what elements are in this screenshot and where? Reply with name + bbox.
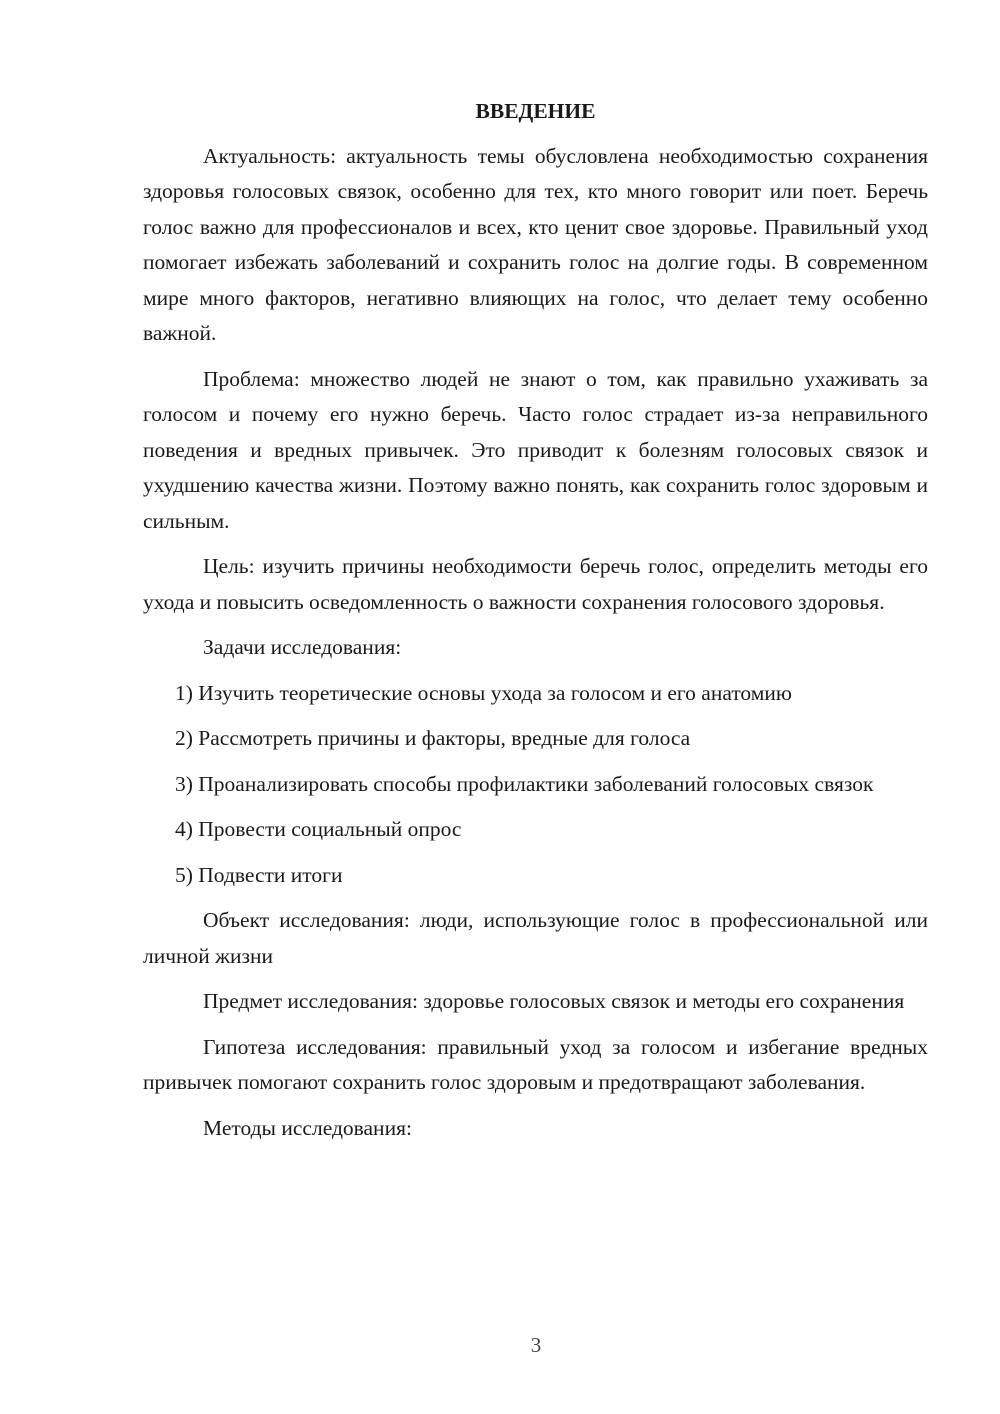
section-title: ВВЕДЕНИЕ [475, 99, 596, 123]
task-item: 4) Провести социальный опрос [175, 817, 462, 841]
task-item: 2) Рассмотреть причины и факторы, вредные для голоса [175, 726, 691, 750]
methods-heading: Методы исследования: [203, 1115, 412, 1140]
task-item: 5) Подвести итоги [175, 862, 343, 887]
page-number: 3 [530, 1333, 542, 1357]
subject-paragraph: Предмет исследования: здоровье голосовых связок и методы его сохранения [203, 989, 905, 1013]
tasks-heading: Задачи исследования: [203, 635, 402, 659]
task-item: 3) Проанализировать способы профилактики заболеваний голосовых связок [175, 771, 874, 796]
relevance-paragraph: Актуальность: актуальность темы обусловлена необходимостью сохранения здоровья голосовых связок, особенно для тех, кто много говорит или поет. Беречь голос важно для профессионалов и всех, кто ценит свое здоровье. Правильный уход помогает избежать заболеваний и сохранить голос на долгие годы. В современном мире много факторов, негативно влияющих на голос, что делает тему особенно важной. [143, 143, 928, 345]
task-item: 1) Изучить теоретические основы ухода за голосом и его анатомию [175, 680, 792, 705]
document-page [143, 94, 928, 1156]
goal-paragraph: Цель: изучить причины необходимости беречь голос, определить методы его ухода и повысить осведомленность о важности сохранения голосового здоровья. [143, 554, 928, 614]
problem-paragraph: Проблема: множество людей не знают о том, как правильно ухаживать за голосом и почему его нужно беречь. Часто голос страдает из-за неправильного поведения и вредных привычек. Это приводит к болезням голосовых связок и ухудшению качества жизни. Поэтому важно понять, как сохранить голос здоровым и сильным. [143, 366, 928, 533]
object-paragraph: Объект исследования: люди, использующие голос в профессиональной или личной жизни [143, 908, 928, 968]
hypothesis-paragraph: Гипотеза исследования: правильный уход за голосом и избегание вредных привычек помогают сохранить голос здоровым и предотвращают заболевания. [143, 1034, 928, 1094]
